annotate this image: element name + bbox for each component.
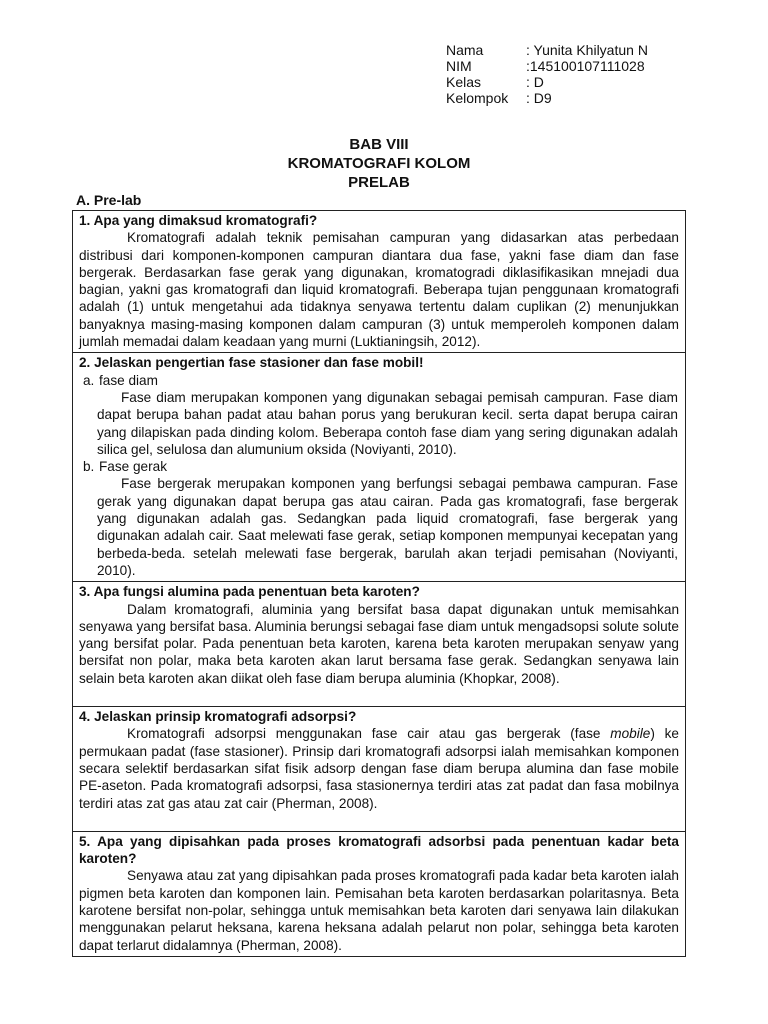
info-row-nim bbox=[446, 58, 648, 74]
sub-item-text: Fase bergerak merupakan komponen yang berfungsi sebagai pembawa campuran. Fase gerak yang digunakan dapat berupa gas atau cairan. Pada gas kromatografi, fase bergerak yang digunakan adalah gas. Sedangkan pada liquid cromatografi, fase bergerak yang digunakan adalah cair. Saat melewati fase gerak, setiap komponen mempunyai kecepatan yang berbeda-beda. setelah melewati fase bergerak, barulah akan terjadi pemisahan (Noviyanti, 2010). bbox=[97, 476, 678, 578]
prelab-table bbox=[72, 210, 686, 957]
question-text: 4. Jelaskan prinsip kromatografi adsorpsi? bbox=[79, 709, 357, 725]
answer-text: Dalam kromatografi, aluminia yang bersifat basa dapat digunakan untuk memisahkan senyawa yang bersifat basa. Aluminia berungsi sebagai fase diam untuk mengadsopsi solute solute yang bersifat polar. Pada penentuan beta karoten, karena beta karoten merupakan senyaw yang bersifat non polar, maka beta karoten akan larut bersama fase gerak. Sedangkan senyawa lain selain beta karoten akan diikat oleh fase diam berupa aluminia (Khopkar, 2008). bbox=[79, 601, 679, 686]
question-row-2 bbox=[73, 353, 686, 582]
question-cell bbox=[73, 831, 686, 956]
question-text: 2. Jelaskan pengertian fase stasioner dan fase mobil! bbox=[79, 355, 424, 371]
info-row-kelas bbox=[446, 74, 648, 90]
blank-line bbox=[79, 812, 679, 829]
info-label: Kelas bbox=[446, 74, 482, 90]
answer-text bbox=[79, 725, 679, 811]
sub-item-letter: a. bbox=[83, 372, 95, 388]
question-cell bbox=[73, 582, 686, 707]
question-text: 1. Apa yang dimaksud kromatografi? bbox=[79, 213, 318, 228]
info-label: Kelompok bbox=[446, 90, 509, 106]
prelab-title: PRELAB bbox=[348, 174, 410, 191]
sub-item-letter: b. bbox=[83, 459, 95, 475]
info-value: : D9 bbox=[526, 90, 552, 106]
document-titles bbox=[72, 135, 686, 192]
question-row-5 bbox=[73, 831, 686, 956]
question-row-4 bbox=[73, 707, 686, 832]
info-label: Nama bbox=[446, 42, 484, 58]
info-value: : Yunita Khilyatun N bbox=[526, 42, 648, 58]
info-row-nama bbox=[446, 42, 648, 58]
info-value: :145100107111028 bbox=[526, 58, 645, 74]
chapter-title: BAB VIII bbox=[349, 136, 409, 153]
sub-item-text: Fase diam merupakan komponen yang digunakan sebagai pemisah campuran. Fase diam dapat berupa bahan padat atau bahan porus yang berukuran kecil. serta dapat berupa cairan yang dilapiskan pada dinding kolom. Beberapa contoh fase diam yang sering digunakan adalah silica gel, selulosa dan alumunium oksida (Noviyanti, 2010). bbox=[97, 389, 678, 457]
answer-text: Kromatografi adalah teknik pemisahan campuran yang didasarkan atas perbedaan distribusi dari komponen-komponen campuran diantara dua fase, yakni fase diam dan fase bergerak. Berdasarkan fase gerak yang digunakan, kromatogradi diklasifikasikan mnejadi dua bagian, yakni gas kromatografi dan liquid kromatografi. Beberapa tujan penggunaan kromatografi adalah (1) untuk mengetahui ada tidaknya senyawa tertentu dalam cuplikan (2) menunjukkan banyaknya masing-masing komponen dalam campuran (3) untuk memperoleh komponen dalam jumlah memadai dalam keadaan yang murni (Luktianingsih, 2012). bbox=[79, 230, 679, 350]
info-label: NIM bbox=[446, 58, 472, 74]
question-cell bbox=[73, 707, 686, 832]
question-text: 5. Apa yang dipisahkan pada proses kromatografi adsorbsi pada penentuan kadar beta karoten? bbox=[79, 833, 679, 867]
question-text: 3. Apa fungsi alumina pada penentuan beta karoten? bbox=[79, 584, 420, 600]
info-row-kelompok bbox=[446, 90, 648, 106]
answer-part: ) ke permukaan padat (fase stasioner). Prinsip dari kromatografi adsorpsi ialah memisahkan komponen secara selektif berdasarkan sifat fisik adsorp dengan fase diam berupa alumina dan fase mobile PE-aseton. Pada kromatografi adsorpsi, fasa stasionernya terdiri atas zat padat dan fasa mobilnya terdiri atas zat gas atau zat cair (Pherman, 2008). bbox=[79, 726, 679, 811]
answer-part: Kromatografi adsorpsi menggunakan fase cair atau gas bergerak (fase bbox=[127, 726, 611, 742]
topic-title: KROMATOGRAFI KOLOM bbox=[287, 155, 471, 172]
sub-item-label bbox=[79, 372, 679, 389]
sub-item-label bbox=[79, 458, 679, 475]
question-row-1 bbox=[73, 211, 686, 353]
question-cell bbox=[73, 353, 686, 582]
blank-line bbox=[79, 687, 679, 704]
question-row-3 bbox=[73, 582, 686, 707]
info-value: : D bbox=[526, 74, 544, 90]
answer-text: Senyawa atau zat yang dipisahkan pada proses kromatografi pada kadar beta karoten ialah pigmen beta karoten dan komponen lain. Pemisahan beta karoten berdasarkan polaritasnya. Beta karotene bersifat non-polar, sehingga untuk memisahkan beta karoten dari senyawa lain dilakukan menggunakan pelarut heksana, karena heksana adalah pelarut non polar, sehingga beta karoten dapat terlarut didalamnya (Pherman, 2008). bbox=[79, 868, 679, 953]
student-info bbox=[446, 42, 648, 106]
sub-item-title: fase diam bbox=[99, 372, 158, 388]
section-heading: A. Pre-lab bbox=[76, 192, 142, 208]
sub-item-title: Fase gerak bbox=[99, 459, 168, 475]
question-cell bbox=[73, 211, 686, 353]
answer-emphasis: mobile bbox=[610, 726, 651, 742]
